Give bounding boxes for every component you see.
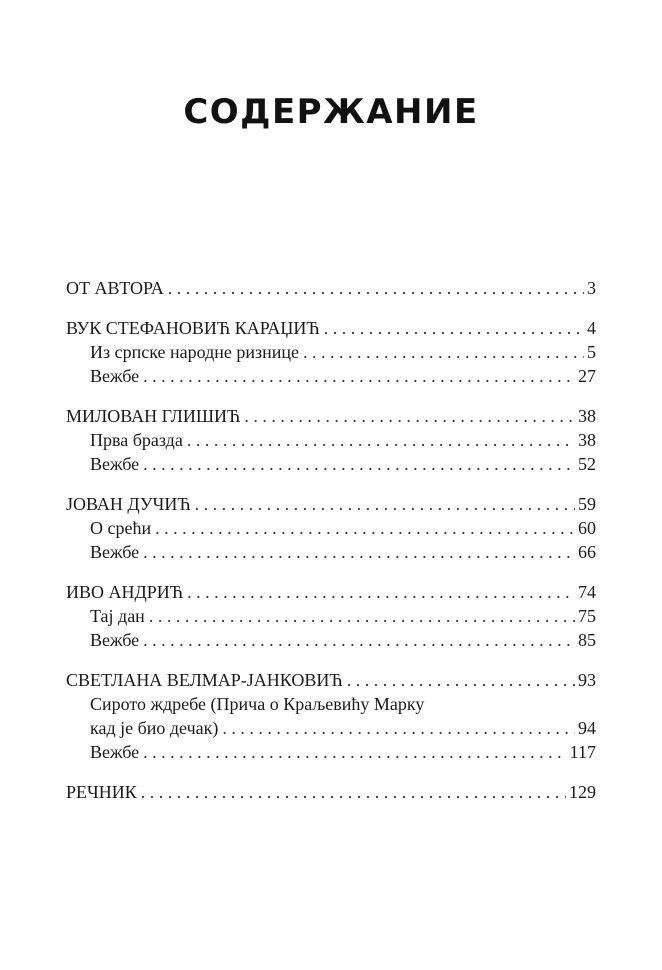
toc-entry-glisic[interactable] bbox=[66, 404, 596, 428]
toc-entry-from-author[interactable] bbox=[66, 276, 596, 300]
toc-entry-page: 3 bbox=[587, 278, 596, 298]
toc-entry-page: 117 bbox=[569, 742, 596, 762]
toc-entry-page: 60 bbox=[578, 518, 596, 538]
toc-entry-title: Вежбе bbox=[90, 630, 140, 650]
toc-subentry-velmar-exercises[interactable] bbox=[66, 740, 596, 764]
dot-leader bbox=[141, 780, 566, 804]
toc-entry-title: О срећи bbox=[90, 518, 152, 538]
toc-entry-page: 38 bbox=[578, 430, 596, 450]
toc-entry-title: Вежбе bbox=[90, 366, 140, 386]
toc-entry-page: 52 bbox=[578, 454, 596, 474]
toc-entry-karadzic[interactable] bbox=[66, 316, 596, 340]
toc-entry-title: Вежбе bbox=[90, 742, 140, 762]
toc-entry-page: 93 bbox=[578, 670, 596, 690]
dot-leader bbox=[303, 340, 584, 364]
toc-entry-glossary[interactable] bbox=[66, 780, 596, 804]
dot-leader bbox=[143, 540, 575, 564]
toc-entry-page: 66 bbox=[578, 542, 596, 562]
toc-entry-title: Вежбе bbox=[90, 454, 140, 474]
toc-subentry-glisic-exercises[interactable] bbox=[66, 452, 596, 476]
toc-subentry-karadzic-exercises[interactable] bbox=[66, 364, 596, 388]
toc-entry-title: Тај дан bbox=[90, 606, 145, 626]
toc-entry-page: 74 bbox=[578, 582, 596, 602]
dot-leader bbox=[187, 580, 575, 604]
toc-entry-page: 129 bbox=[569, 782, 596, 802]
toc-entry-page: 94 bbox=[578, 718, 596, 738]
toc-subentry-ducic-exercises[interactable] bbox=[66, 540, 596, 564]
toc-subentry-velmar-foal[interactable] bbox=[66, 716, 596, 740]
toc-entry-page: 59 bbox=[578, 494, 596, 514]
toc-entry-title: Вежбе bbox=[90, 542, 140, 562]
toc-entry-title: ВУК СТЕФАНОВИЋ КАРАЏИЋ bbox=[66, 318, 320, 338]
toc-entry-page: 75 bbox=[578, 606, 596, 626]
dot-leader bbox=[143, 452, 575, 476]
toc-entry-velmar[interactable] bbox=[66, 668, 596, 692]
toc-entry-title: Из српске народне ризнице bbox=[90, 342, 300, 362]
dot-leader bbox=[149, 604, 575, 628]
toc-entry-page: 27 bbox=[578, 366, 596, 386]
dot-leader bbox=[244, 404, 575, 428]
toc-subentry-andric-exercises[interactable] bbox=[66, 628, 596, 652]
toc-entry-title: МИЛОВАН ГЛИШИЋ bbox=[66, 406, 241, 426]
dot-leader bbox=[195, 492, 575, 516]
toc-entry-title: ИВО АНДРИЋ bbox=[66, 582, 184, 602]
dot-leader bbox=[143, 740, 567, 764]
dot-leader bbox=[143, 628, 575, 652]
toc-entry-ducic[interactable] bbox=[66, 492, 596, 516]
table-of-contents bbox=[66, 276, 596, 804]
toc-entry-page: 5 bbox=[587, 342, 596, 362]
dot-leader bbox=[347, 668, 575, 692]
dot-leader bbox=[324, 316, 584, 340]
dot-leader bbox=[143, 364, 575, 388]
toc-entry-andric[interactable] bbox=[66, 580, 596, 604]
dot-leader bbox=[187, 428, 575, 452]
toc-entry-title: ОТ АВТОРА bbox=[66, 278, 164, 298]
toc-subentry-karadzic-treasury[interactable] bbox=[66, 340, 596, 364]
toc-entry-page: 38 bbox=[578, 406, 596, 426]
toc-subentry-andric-that-day[interactable] bbox=[66, 604, 596, 628]
toc-subentry-velmar-foal-line1[interactable]: Сирото ждребе (Прича о Краљевићу Марку bbox=[90, 694, 425, 714]
dot-leader bbox=[222, 716, 575, 740]
toc-entry-title: Прва бразда bbox=[90, 430, 183, 450]
toc-entry-title: ЈОВАН ДУЧИЋ bbox=[66, 494, 191, 514]
toc-entry-title: РЕЧНИК bbox=[66, 782, 137, 802]
toc-subentry-glisic-furrow[interactable] bbox=[66, 428, 596, 452]
toc-entry-title: СВЕТЛАНА ВЕЛМАР-ЈАНКОВИЋ bbox=[66, 670, 343, 690]
dot-leader bbox=[155, 516, 575, 540]
toc-subentry-ducic-happiness[interactable] bbox=[66, 516, 596, 540]
toc-entry-title: кад је био дечак) bbox=[90, 718, 219, 738]
dot-leader bbox=[168, 276, 584, 300]
toc-entry-page: 4 bbox=[587, 318, 596, 338]
page-title: СОДЕРЖАНИЕ bbox=[183, 92, 479, 132]
toc-entry-page: 85 bbox=[578, 630, 596, 650]
